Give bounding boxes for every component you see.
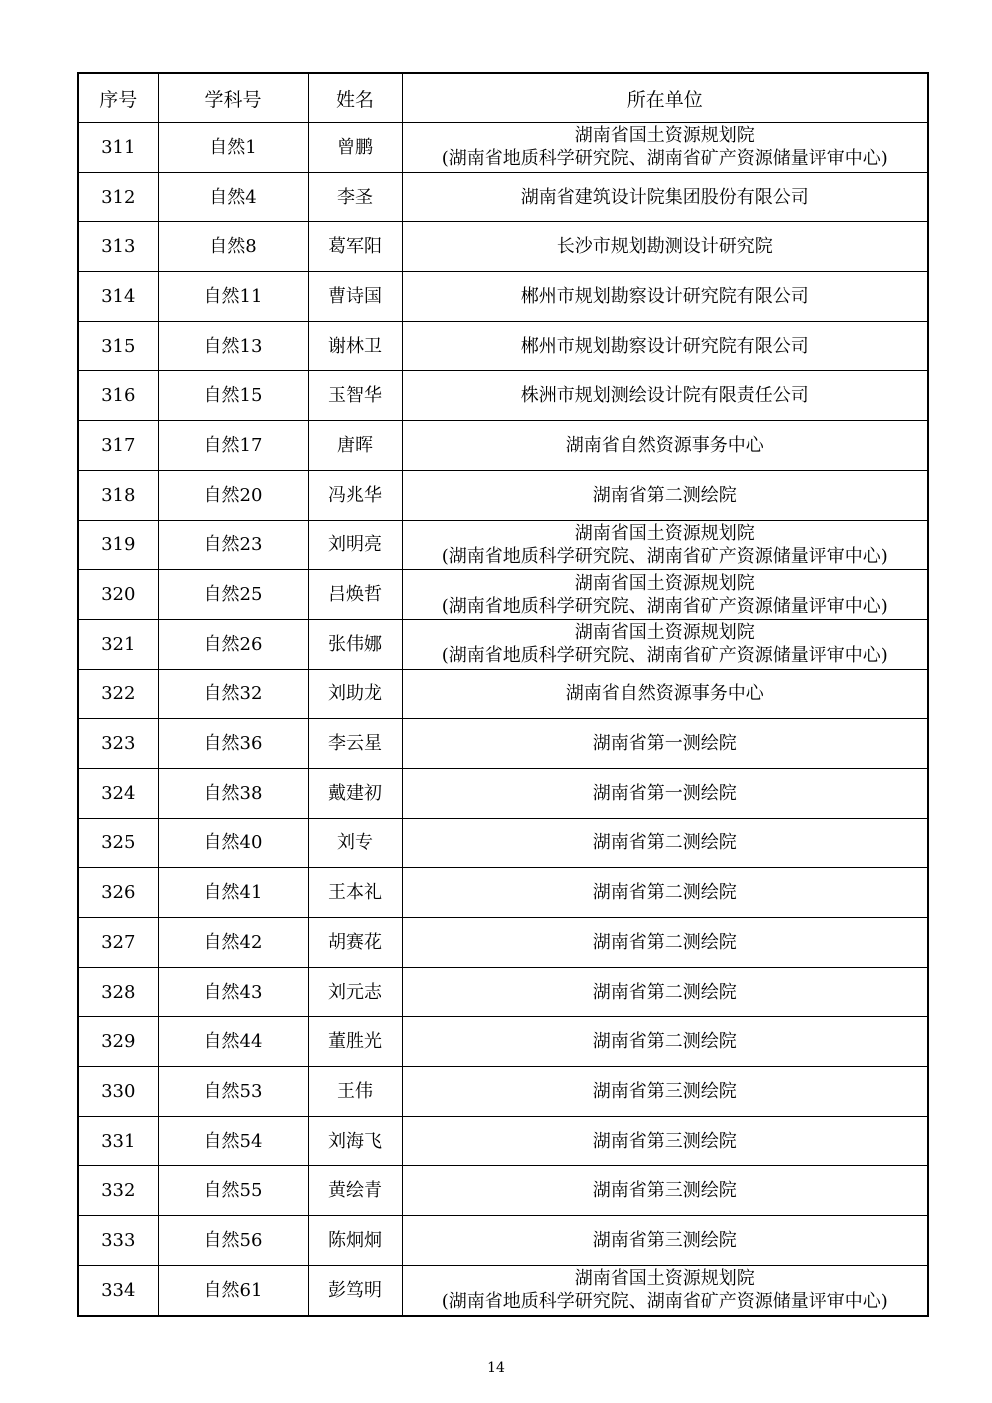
cell-name: 李云星 <box>308 719 402 769</box>
cell-name: 彭笃明 <box>308 1265 402 1315</box>
table-row <box>78 1166 928 1216</box>
table-row <box>78 868 928 918</box>
cell-subject: 自然20 <box>158 470 308 520</box>
cell-seq: 315 <box>78 321 158 371</box>
table-row <box>78 1216 928 1266</box>
unit-line: 湖南省自然资源事务中心 <box>565 683 764 705</box>
unit-line: (湖南省地质科学研究院、湖南省矿产资源储量评审中心) <box>441 595 888 617</box>
table-row <box>78 1116 928 1166</box>
unit-line: 湖南省国土资源规划院 <box>574 522 755 544</box>
unit-line: 株洲市规划测绘设计院有限责任公司 <box>520 385 809 407</box>
cell-subject: 自然43 <box>158 967 308 1017</box>
unit-line: 湖南省国土资源规划院 <box>574 622 755 644</box>
unit-line: (湖南省地质科学研究院、湖南省矿产资源储量评审中心) <box>441 148 888 170</box>
cell-unit <box>402 470 928 520</box>
unit-line: 湖南省第二测绘院 <box>592 832 737 854</box>
cell-unit <box>402 1216 928 1266</box>
cell-seq: 321 <box>78 619 158 669</box>
page-number: 14 <box>487 1360 505 1376</box>
cell-seq: 327 <box>78 918 158 968</box>
unit-line: (湖南省地质科学研究院、湖南省矿产资源储量评审中心) <box>441 545 888 567</box>
cell-unit <box>402 272 928 322</box>
table-row <box>78 719 928 769</box>
cell-subject: 自然17 <box>158 421 308 471</box>
unit-line: 湖南省第二测绘院 <box>592 882 737 904</box>
cell-name: 曾鹏 <box>308 123 402 173</box>
cell-name: 曹诗国 <box>308 272 402 322</box>
cell-seq: 332 <box>78 1166 158 1216</box>
cell-unit <box>402 1067 928 1117</box>
unit-line: 湖南省第三测绘院 <box>592 1180 737 1202</box>
cell-name: 陈炯炯 <box>308 1216 402 1266</box>
cell-name: 董胜光 <box>308 1017 402 1067</box>
cell-unit <box>402 570 928 620</box>
cell-subject: 自然25 <box>158 570 308 620</box>
unit-line: 湖南省第二测绘院 <box>592 484 737 506</box>
header-row <box>78 73 928 123</box>
cell-name: 张伟娜 <box>308 619 402 669</box>
cell-unit <box>402 520 928 570</box>
cell-name: 戴建初 <box>308 768 402 818</box>
cell-subject: 自然32 <box>158 669 308 719</box>
unit-line: 湖南省自然资源事务中心 <box>565 434 764 456</box>
cell-seq: 326 <box>78 868 158 918</box>
unit-line: 湖南省第二测绘院 <box>592 1031 737 1053</box>
header-seq: 序号 <box>78 73 158 123</box>
table-row <box>78 222 928 272</box>
table-row <box>78 818 928 868</box>
cell-subject: 自然40 <box>158 818 308 868</box>
cell-seq: 331 <box>78 1116 158 1166</box>
cell-seq: 314 <box>78 272 158 322</box>
unit-line: (湖南省地质科学研究院、湖南省矿产资源储量评审中心) <box>441 1291 888 1313</box>
cell-subject: 自然55 <box>158 1166 308 1216</box>
table-row <box>78 570 928 620</box>
unit-line: 湖南省第三测绘院 <box>592 1130 737 1152</box>
cell-unit <box>402 1017 928 1067</box>
cell-name: 刘专 <box>308 818 402 868</box>
unit-line: 郴州市规划勘察设计研究院有限公司 <box>520 285 809 307</box>
cell-seq: 324 <box>78 768 158 818</box>
cell-seq: 333 <box>78 1216 158 1266</box>
unit-line: 长沙市规划勘测设计研究院 <box>556 236 773 258</box>
table-row <box>78 619 928 669</box>
unit-line: (湖南省地质科学研究院、湖南省矿产资源储量评审中心) <box>441 645 888 667</box>
cell-subject: 自然61 <box>158 1265 308 1315</box>
cell-seq: 318 <box>78 470 158 520</box>
cell-subject: 自然42 <box>158 918 308 968</box>
cell-name: 胡赛花 <box>308 918 402 968</box>
cell-unit <box>402 321 928 371</box>
roster-body <box>78 123 928 1316</box>
unit-line: 湖南省国土资源规划院 <box>574 572 755 594</box>
table-row <box>78 272 928 322</box>
cell-seq: 323 <box>78 719 158 769</box>
cell-seq: 313 <box>78 222 158 272</box>
cell-seq: 312 <box>78 172 158 222</box>
cell-subject: 自然13 <box>158 321 308 371</box>
cell-seq: 319 <box>78 520 158 570</box>
cell-subject: 自然38 <box>158 768 308 818</box>
unit-line: 湖南省国土资源规划院 <box>574 125 755 147</box>
table-row <box>78 768 928 818</box>
cell-unit <box>402 669 928 719</box>
table-row <box>78 918 928 968</box>
header-unit: 所在单位 <box>402 73 928 123</box>
unit-line: 湖南省第一测绘院 <box>592 733 737 755</box>
cell-subject: 自然54 <box>158 1116 308 1166</box>
cell-unit <box>402 1166 928 1216</box>
table-row <box>78 520 928 570</box>
cell-unit <box>402 719 928 769</box>
table-row <box>78 1017 928 1067</box>
cell-seq: 322 <box>78 669 158 719</box>
table-row <box>78 967 928 1017</box>
table-row <box>78 1067 928 1117</box>
header-subject: 学科号 <box>158 73 308 123</box>
cell-seq: 330 <box>78 1067 158 1117</box>
cell-name: 刘元志 <box>308 967 402 1017</box>
cell-seq: 328 <box>78 967 158 1017</box>
unit-line: 湖南省第三测绘院 <box>592 1229 737 1251</box>
cell-subject: 自然23 <box>158 520 308 570</box>
cell-unit <box>402 768 928 818</box>
unit-line: 湖南省第二测绘院 <box>592 981 737 1003</box>
table-row <box>78 470 928 520</box>
cell-name: 王本礼 <box>308 868 402 918</box>
cell-seq: 317 <box>78 421 158 471</box>
cell-name: 葛军阳 <box>308 222 402 272</box>
cell-unit <box>402 222 928 272</box>
cell-unit <box>402 1265 928 1315</box>
table-row <box>78 421 928 471</box>
cell-unit <box>402 1116 928 1166</box>
cell-unit <box>402 421 928 471</box>
cell-subject: 自然56 <box>158 1216 308 1266</box>
table-row <box>78 123 928 173</box>
cell-name: 谢林卫 <box>308 321 402 371</box>
cell-seq: 311 <box>78 123 158 173</box>
cell-name: 李圣 <box>308 172 402 222</box>
unit-line: 湖南省建筑设计院集团股份有限公司 <box>520 186 809 208</box>
cell-seq: 316 <box>78 371 158 421</box>
unit-line: 湖南省第一测绘院 <box>592 782 737 804</box>
table-row <box>78 1265 928 1315</box>
cell-name: 刘明亮 <box>308 520 402 570</box>
cell-unit <box>402 172 928 222</box>
cell-subject: 自然53 <box>158 1067 308 1117</box>
cell-seq: 325 <box>78 818 158 868</box>
cell-name: 刘海飞 <box>308 1116 402 1166</box>
roster-table <box>77 72 929 1317</box>
cell-unit <box>402 818 928 868</box>
table-row <box>78 669 928 719</box>
cell-subject: 自然41 <box>158 868 308 918</box>
cell-subject: 自然44 <box>158 1017 308 1067</box>
cell-subject: 自然26 <box>158 619 308 669</box>
cell-unit <box>402 967 928 1017</box>
table-row <box>78 172 928 222</box>
header-name: 姓名 <box>308 73 402 123</box>
cell-name: 唐晖 <box>308 421 402 471</box>
cell-name: 冯兆华 <box>308 470 402 520</box>
unit-line: 湖南省第二测绘院 <box>592 931 737 953</box>
table-row <box>78 321 928 371</box>
cell-unit <box>402 868 928 918</box>
unit-line: 湖南省国土资源规划院 <box>574 1268 755 1290</box>
cell-subject: 自然11 <box>158 272 308 322</box>
cell-name: 吕焕哲 <box>308 570 402 620</box>
cell-name: 刘助龙 <box>308 669 402 719</box>
cell-seq: 320 <box>78 570 158 620</box>
cell-subject: 自然36 <box>158 719 308 769</box>
cell-name: 黄绘青 <box>308 1166 402 1216</box>
unit-line: 郴州市规划勘察设计研究院有限公司 <box>520 335 809 357</box>
cell-unit <box>402 619 928 669</box>
cell-unit <box>402 123 928 173</box>
cell-seq: 334 <box>78 1265 158 1315</box>
table-row <box>78 371 928 421</box>
cell-subject: 自然4 <box>158 172 308 222</box>
cell-name: 玉智华 <box>308 371 402 421</box>
unit-line: 湖南省第三测绘院 <box>592 1080 737 1102</box>
cell-seq: 329 <box>78 1017 158 1067</box>
cell-unit <box>402 918 928 968</box>
cell-subject: 自然1 <box>158 123 308 173</box>
cell-name: 王伟 <box>308 1067 402 1117</box>
cell-subject: 自然8 <box>158 222 308 272</box>
cell-subject: 自然15 <box>158 371 308 421</box>
cell-unit <box>402 371 928 421</box>
